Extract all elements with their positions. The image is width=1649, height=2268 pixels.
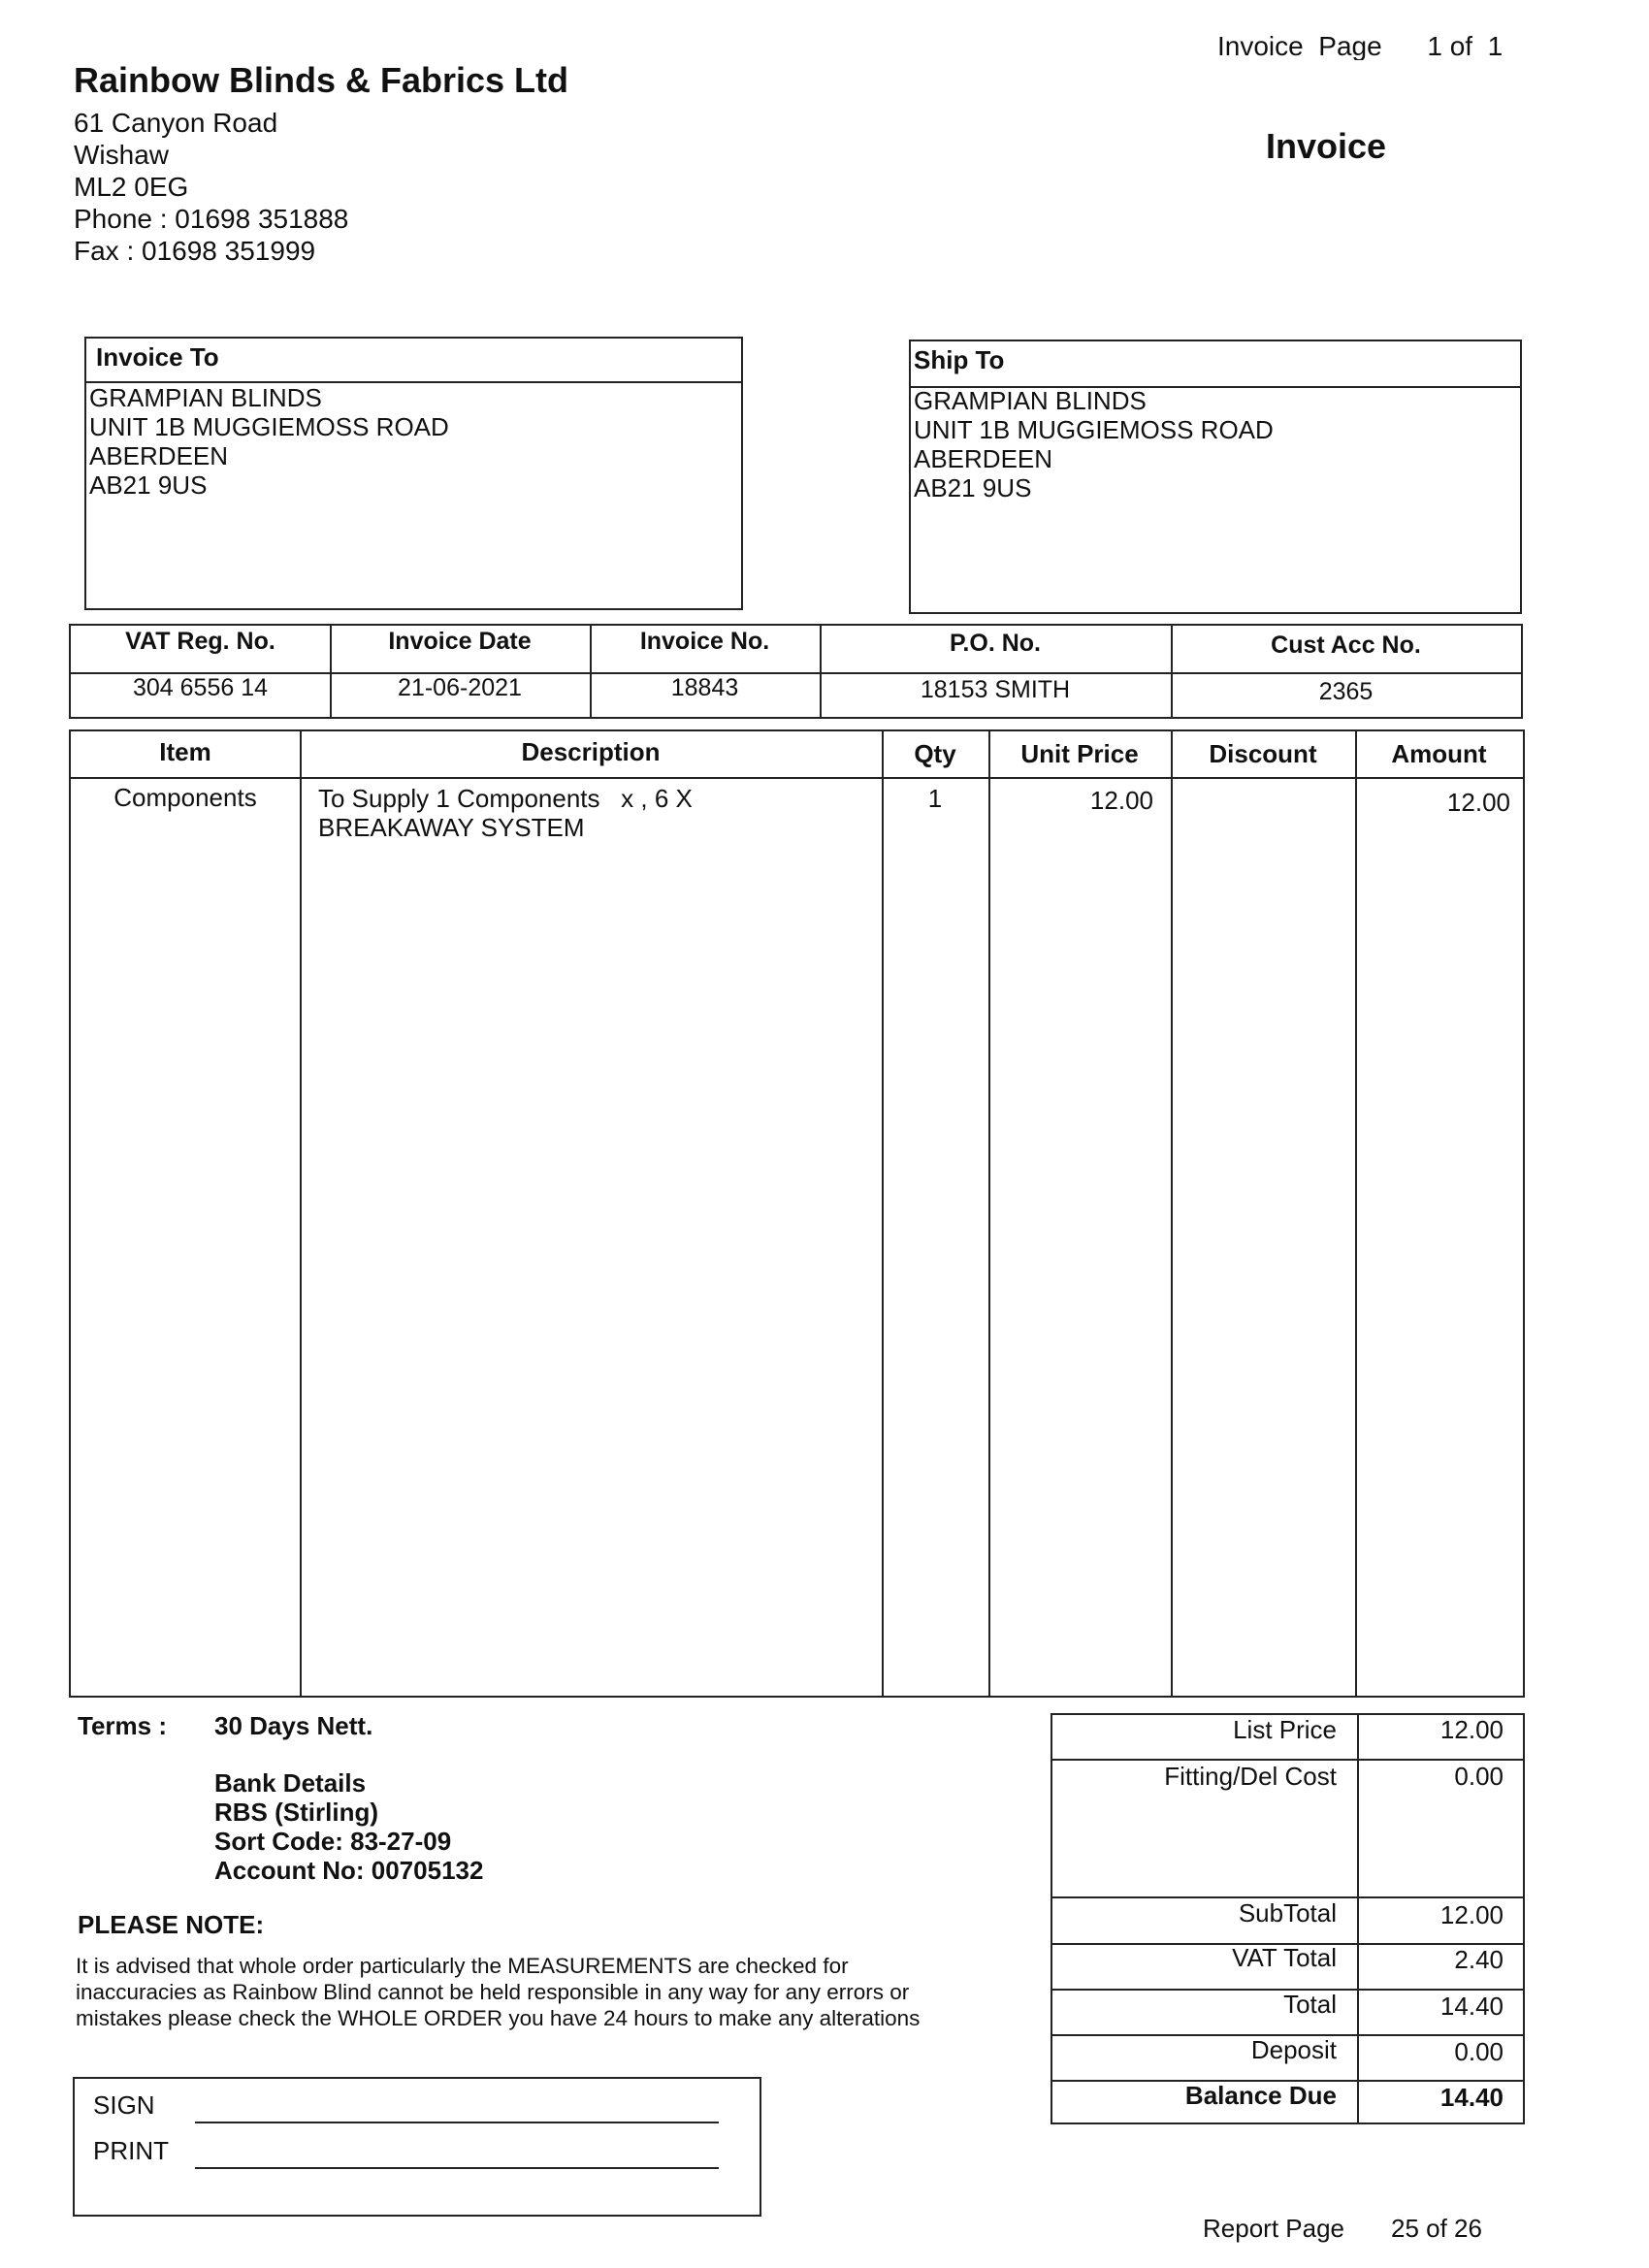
balance-due-value: 14.40 <box>1439 2083 1504 2112</box>
discount-header: Discount <box>1209 739 1317 768</box>
items-col-divider <box>1355 731 1357 1696</box>
invoice-to-line: AB21 9US <box>89 470 208 500</box>
company-address <box>74 107 348 267</box>
invoice-no-header: Invoice No. <box>639 628 770 655</box>
totals-box <box>1051 1713 1525 2124</box>
cust-acc-value: 2365 <box>1318 678 1374 705</box>
total-label: Total <box>1283 1990 1337 2019</box>
terms-value: 30 Days Nett. <box>214 1711 373 1740</box>
items-col-divider <box>988 731 990 1696</box>
row-description-line: BREAKAWAY SYSTEM <box>318 813 585 842</box>
subtotal-value: 12.00 <box>1439 1900 1504 1929</box>
item-header: Item <box>159 737 211 766</box>
subtotal-label: SubTotal <box>1238 1898 1337 1928</box>
po-no-header: P.O. No. <box>949 630 1041 657</box>
cust-acc-header: Cust Acc No. <box>1271 632 1421 659</box>
row-description <box>318 784 871 842</box>
account-number: Account No: 00705132 <box>214 1856 484 1885</box>
document-title: Invoice <box>1266 126 1387 166</box>
invoice-to-line: GRAMPIAN BLINDS <box>89 383 322 412</box>
please-note-line: inaccuracies as Rainbow Blind cannot be held responsible in any way for any errors or <box>76 1980 910 2004</box>
items-col-divider <box>1171 731 1173 1696</box>
report-page-label: Report Page <box>1203 2214 1344 2243</box>
company-phone: Phone : 01698 351888 <box>74 204 349 234</box>
ship-to-box <box>909 340 1522 614</box>
invoice-page-text: Invoice Page 1 of 1 <box>1217 31 1504 60</box>
fitting-label: Fitting/Del Cost <box>1164 1762 1337 1791</box>
row-qty: 1 <box>927 784 943 813</box>
bank-name: RBS (Stirling) <box>214 1798 378 1827</box>
fitting-value: 0.00 <box>1454 1762 1504 1791</box>
ship-to-line: UNIT 1B MUGGIEMOSS ROAD <box>914 415 1274 444</box>
invoice-info-table <box>69 624 1523 719</box>
unit-price-header: Unit Price <box>1020 739 1139 768</box>
please-note-heading: PLEASE NOTE: <box>78 1910 265 1939</box>
company-name: Rainbow Blinds & Fabrics Ltd <box>74 60 569 100</box>
company-address-line: Wishaw <box>74 140 170 170</box>
please-note-line: It is advised that whole order particularly the MEASUREMENTS are checked for <box>76 1954 849 1978</box>
invoice-to-box <box>84 337 743 610</box>
vat-total-value: 2.40 <box>1454 1945 1504 1974</box>
totals-row-divider <box>1052 1759 1523 1761</box>
print-line[interactable] <box>195 2167 719 2169</box>
ship-to-line: GRAMPIAN BLINDS <box>914 386 1147 415</box>
company-fax: Fax : 01698 351999 <box>74 236 316 266</box>
ship-to-line: ABERDEEN <box>914 444 1053 473</box>
deposit-label: Deposit <box>1250 2035 1337 2064</box>
ship-to-address <box>914 386 1274 502</box>
list-price-value: 12.00 <box>1439 1715 1504 1744</box>
total-value: 14.40 <box>1439 1992 1504 2021</box>
invoice-to-line: ABERDEEN <box>89 441 229 470</box>
ship-to-heading: Ship To <box>914 345 1005 374</box>
po-no-value: 18153 SMITH <box>920 676 1071 703</box>
row-item: Components <box>113 783 257 812</box>
row-amount: 12.00 <box>1446 788 1510 817</box>
vat-reg-header: VAT Reg. No. <box>125 628 275 655</box>
please-note-line: mistakes please check the WHOLE ORDER you have 24 hours to make any alterations <box>76 2006 921 2030</box>
items-col-divider <box>882 731 884 1696</box>
items-col-divider <box>300 731 302 1696</box>
vat-total-label: VAT Total <box>1232 1943 1337 1972</box>
invoice-to-address <box>89 383 449 500</box>
list-price-label: List Price <box>1233 1715 1337 1744</box>
qty-header: Qty <box>914 739 956 768</box>
terms-label: Terms : <box>78 1711 167 1740</box>
report-page-value: 25 of 26 <box>1391 2214 1482 2243</box>
totals-col-divider <box>1357 1715 1359 2122</box>
bank-details-heading: Bank Details <box>214 1768 367 1798</box>
vat-reg-value: 304 6556 14 <box>132 674 269 701</box>
invoice-to-line: UNIT 1B MUGGIEMOSS ROAD <box>89 412 449 441</box>
company-address-line: ML2 0EG <box>74 172 189 202</box>
balance-due-label: Balance Due <box>1184 2081 1337 2110</box>
sign-label: SIGN <box>93 2090 155 2120</box>
amount-header: Amount <box>1391 739 1487 768</box>
ship-to-line: AB21 9US <box>914 473 1032 502</box>
invoice-date-header: Invoice Date <box>388 628 532 655</box>
row-description-line: To Supply 1 Components x , 6 X <box>318 784 693 813</box>
signature-box <box>73 2077 761 2217</box>
bank-details <box>214 1768 483 1885</box>
deposit-value: 0.00 <box>1454 2037 1504 2066</box>
print-label: PRINT <box>93 2136 169 2165</box>
invoice-to-heading: Invoice To <box>96 342 219 372</box>
please-note-text <box>76 1953 1007 2031</box>
row-unit-price: 12.00 <box>1089 786 1153 815</box>
invoice-page-indicator <box>1217 31 1503 60</box>
company-address-line: 61 Canyon Road <box>74 108 278 138</box>
items-table <box>69 729 1525 1698</box>
description-header: Description <box>521 737 661 766</box>
invoice-no-value: 18843 <box>670 674 739 701</box>
items-header-divider <box>71 777 1523 779</box>
sort-code: Sort Code: 83-27-09 <box>214 1827 452 1856</box>
invoice-date-value: 21-06-2021 <box>398 674 522 701</box>
sign-line[interactable] <box>195 2122 719 2123</box>
